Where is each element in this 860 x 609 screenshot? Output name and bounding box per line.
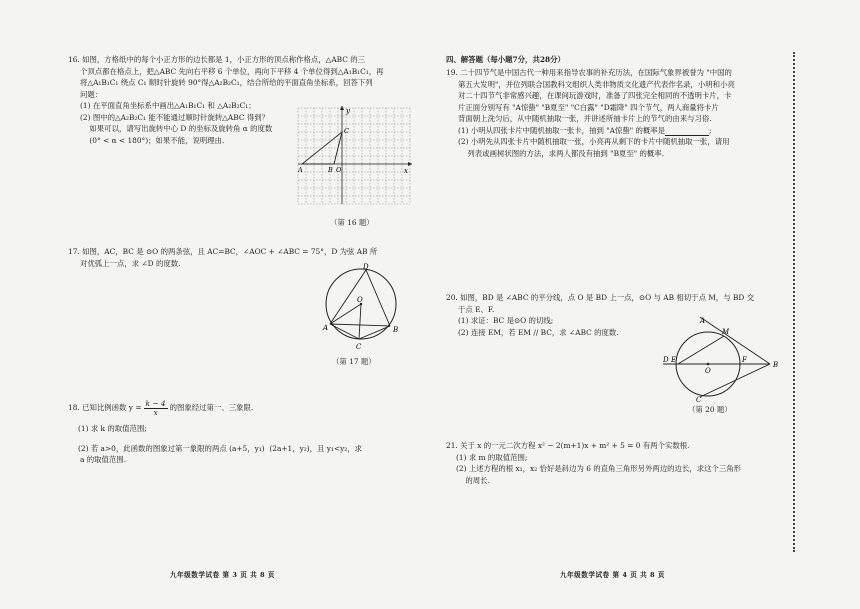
q16-caption: （第 16 题） (330, 218, 374, 227)
q20-label-o: O (705, 367, 711, 375)
q17-label-c: C (356, 343, 362, 351)
q20-label-a: A (700, 317, 706, 325)
q20-label-c: C (696, 396, 702, 402)
q21-line-1: 21. 关于 x 的一元二次方程 x² − 2(m+1)x + m² + 5 = 0 有两个实数根. (446, 441, 690, 450)
right-page-footer: 九年级数学试卷 第 4 页 共 8 页 (560, 571, 665, 579)
q16-grid-figure (294, 104, 414, 208)
q20-caption: （第 20 题） (688, 405, 732, 414)
q17-label-b: B (393, 326, 399, 334)
q17-label-o: O (357, 296, 363, 304)
q19-sub-1: (1) 小明从四张卡片中随机抽取一张卡，抽到 "A惊蛰" 的概率是 ; (458, 125, 712, 135)
q16-label-b: B (328, 166, 333, 174)
q19-line-3: 对二十四节气非常感兴趣，在课间玩游戏时，准备了四张完全相同的不透明卡片，卡 (458, 91, 732, 100)
q18-tail: 的图象经过第一、三象限. (169, 403, 254, 413)
q17-circle-figure (316, 262, 406, 354)
q20-label-e: E (671, 356, 677, 364)
q20-line-3: (1) 求证：BC 是⊙O 的切线; (458, 316, 554, 325)
q19-sub-2b: 列表或画树状图的方法，求两人都没有抽到 "B夏至" 的概率. (458, 148, 665, 158)
q16-x-label: x (404, 167, 408, 175)
q20-label-d: D (663, 356, 669, 364)
q18-line-2: (2) 若 a>0，此函数的图象过第一象限的两点 (a+5，y₁) (2a+1，y₂)，且 y₁<y₂，求 (78, 443, 363, 453)
q18-stem (68, 398, 428, 418)
q21-line-2: (1) 求 m 的取值范围; (456, 452, 528, 462)
q16-label-o: O (336, 166, 342, 174)
q20-line-1: 20. 如图，BD 是 ∠ABC 的平分线，点 O 是 BD 上一点，⊙O 与 AB 相切于点 M，与 BD 交 (446, 293, 755, 302)
q17-label-d: D (363, 263, 369, 271)
section-header: 四、解答题（每小题7分，共28分） (446, 55, 565, 64)
q18-fraction-denominator: x (153, 407, 158, 417)
q16-line-3: 将△A₁B₁C₁ 绕点 C₁ 顺时针旋转 90°得△A₂B₂C₁，结合所给的平面直角坐标系，回答下列 (80, 78, 373, 87)
q19-line-2: 第五大发明"，并位列联合国教科文组织人类非物质文化遗产代表作名录，小明和小亮 (458, 79, 735, 89)
q20-line-2: 于点 E、F. (458, 304, 495, 314)
q16-line-1: 16. 如图，方格纸中的每个小正方形的边长都是 1，小正方形的顶点称作格点，△ABC 的三 (68, 55, 366, 64)
q19-sub-1-text: (1) 小明从四张卡片中随机抽取一张卡，抽到 "A惊蛰" 的概率是 (458, 125, 666, 135)
left-page-footer: 九年级数学试卷 第 3 页 共 8 页 (170, 571, 275, 579)
binding-margin-dotted-line (793, 52, 795, 552)
q21-line-3: (2) 上述方程的根 x₁，x₂ 恰好是斜边为 6 的直角三角形另外两边的边长，求这个三角形 (456, 464, 742, 473)
q16-line-4: 问题： (80, 89, 103, 99)
question-21 (446, 440, 806, 486)
q16-line-8: (0° < α < 180°)；如果不能，说明理由. (80, 135, 225, 145)
q16-label-c: C (344, 127, 349, 135)
q18-line-1: (1) 求 k 的取值范围; (78, 424, 147, 433)
q20-label-f: F (742, 356, 747, 364)
q18-lead: 18. 已知比例函数 y = (68, 403, 142, 413)
right-page (430, 0, 860, 609)
q16-line-7: 如果可以，请写出旋转中心 D 的坐标及旋转角 α 的度数 (80, 124, 273, 133)
q21-line-4: 的周长. (456, 475, 490, 485)
q19-line-4: 片正面分别写有 "A惊蛰" "B夏至" "C白露" "D霜降" 四个节气，两人商量将卡片 (458, 102, 719, 112)
q18-fraction-numerator: k − 4 (145, 398, 166, 408)
q17-label-a: A (323, 324, 329, 332)
q16-y-label: y (346, 107, 350, 115)
q18-fraction (144, 400, 168, 417)
q20-label-m: M (722, 328, 730, 336)
q17-line-1: 17. 如图，AC，BC 是 ⊙O 的两条弦，且 AC=BC，∠AOC + ∠ABC = 75°，D 为弦 AB 所 (68, 247, 378, 256)
q19-sub-2a: (2) 小明先从四张卡片中随机抽取一张，小亮再从剩下的卡片中随机抽取一张，请用 (458, 137, 730, 146)
q17-line-2: 对优弧上一点，求 ∠D 的度数. (80, 258, 181, 268)
q19-answer-blank (665, 127, 709, 136)
q16-line-2: 个顶点都在格点上，把△ABC 先向右平移 6 个单位，再向下平移 4 个单位得到△A₁B₁C₁，再 (80, 66, 384, 76)
q19-line-1: 19. 二十四节气是中国古代一种用来指导农事的补充历法，在国际气象界被誉为 "中国的 (446, 68, 732, 77)
q16-line-6: (2) 图中的△A₂B₂C₁ 能不能通过顺时针旋转△ABC 得到？ (80, 112, 270, 122)
q16-label-a: A (298, 166, 303, 174)
question-18 (68, 398, 428, 466)
q16-line-5: (1) 在平面直角坐标系中画出△A₁B₁C₁ 和 △A₂B₂C₁； (80, 101, 256, 110)
q19-line-5: 背面朝上洗匀后，从中随机抽取一张，并讲述所抽卡片上的节气的由来与习俗. (458, 114, 712, 123)
question-19 (446, 67, 796, 159)
q17-caption: （第 17 题） (332, 357, 376, 366)
q20-label-b: B (773, 361, 779, 369)
q18-line-3: a 的取值范围. (80, 455, 127, 464)
q20-line-4: (2) 连接 EM，若 EM // BC，求 ∠ABC 的度数. (458, 327, 619, 337)
q20-tangent-figure (660, 312, 790, 402)
